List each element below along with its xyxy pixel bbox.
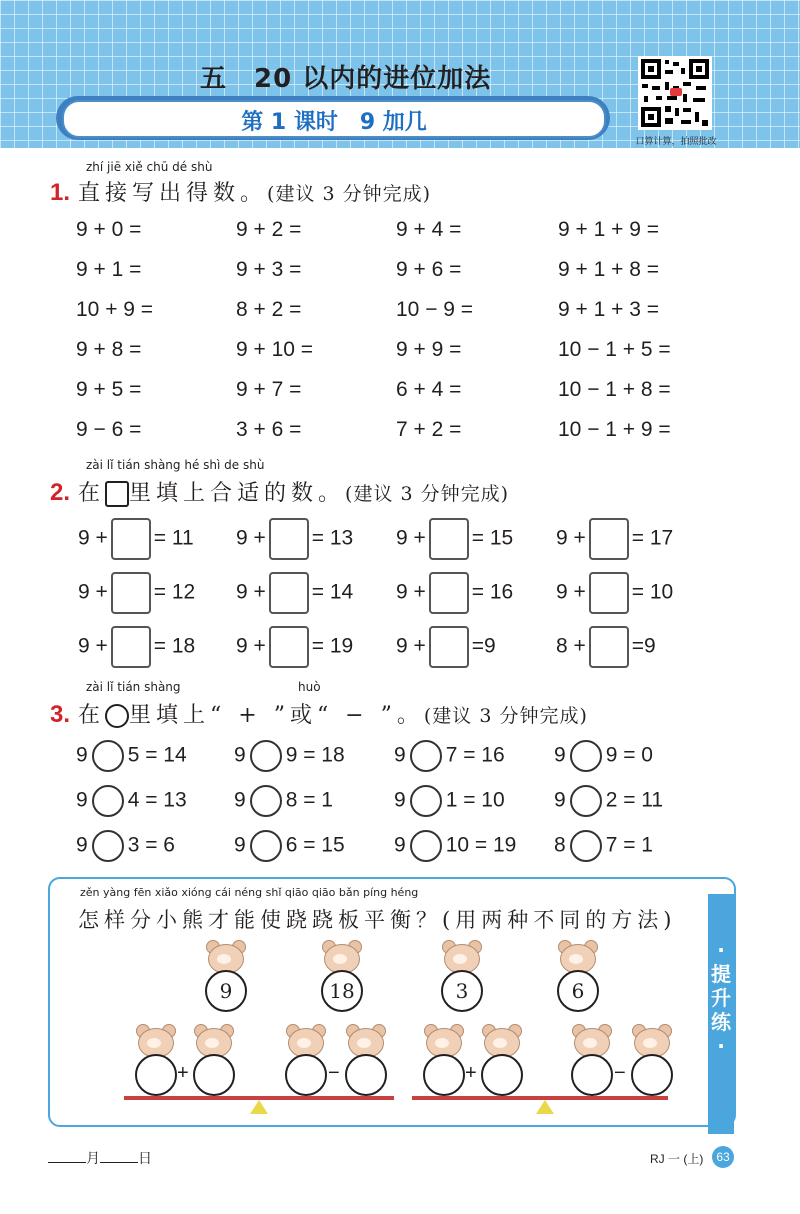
q3-item: 9 10 = 19 bbox=[394, 830, 516, 862]
answer-box[interactable] bbox=[111, 518, 151, 560]
q1-item[interactable]: 9 + 1 = bbox=[76, 258, 142, 281]
q1-item[interactable]: 9 + 5 = bbox=[76, 378, 142, 401]
q3-text-b: 里填上“ + ”或“ − ”。 bbox=[129, 703, 424, 728]
bear-icon bbox=[194, 1024, 232, 1056]
answer-circle[interactable] bbox=[570, 830, 602, 862]
qr-code-icon bbox=[638, 56, 712, 130]
month-label: 月 bbox=[86, 1151, 100, 1167]
q1-item[interactable]: 10 − 1 + 5 = bbox=[558, 338, 671, 361]
q3-text-a: 在 bbox=[78, 703, 106, 728]
lesson-title: 第 1 课时 9 加几 bbox=[241, 110, 427, 135]
side-tab-label: ·提升练· bbox=[708, 894, 734, 1134]
q2-item: 9 + = 13 bbox=[236, 518, 353, 560]
q3-item: 9 5 = 14 bbox=[76, 740, 187, 772]
date-field[interactable] bbox=[48, 1148, 152, 1168]
q1-item[interactable]: 9 + 1 + 9 = bbox=[558, 218, 660, 241]
q3-item: 9 3 = 6 bbox=[76, 830, 175, 862]
q1-text: 直接写出得数。 bbox=[78, 181, 268, 206]
page-number: 63 bbox=[712, 1146, 734, 1168]
qr-code[interactable] bbox=[638, 56, 712, 130]
answer-circle[interactable] bbox=[250, 740, 282, 772]
q3-number: 3. bbox=[50, 701, 71, 728]
answer-circle[interactable] bbox=[193, 1054, 235, 1096]
q1-item[interactable]: 9 + 7 = bbox=[236, 378, 302, 401]
bear-icon bbox=[322, 940, 360, 972]
day-label: 日 bbox=[138, 1151, 152, 1167]
q1-item[interactable]: 9 + 0 = bbox=[76, 218, 142, 241]
q1-item[interactable]: 10 − 9 = bbox=[396, 298, 474, 321]
challenge-pinyin: zěn yàng fēn xiǎo xióng cái néng shǐ qiāo qiāo bǎn píng héng bbox=[80, 886, 419, 899]
answer-circle[interactable] bbox=[345, 1054, 387, 1096]
answer-circle[interactable] bbox=[250, 830, 282, 862]
q2-item: 9 + =9 bbox=[396, 626, 496, 668]
month-blank[interactable] bbox=[48, 1148, 86, 1163]
q3-item: 9 6 = 15 bbox=[234, 830, 345, 862]
q1-item[interactable]: 9 + 1 + 3 = bbox=[558, 298, 660, 321]
q2-number: 2. bbox=[50, 479, 71, 506]
q1-item[interactable]: 3 + 6 = bbox=[236, 418, 302, 441]
answer-box[interactable] bbox=[111, 572, 151, 614]
bear-number: 6 bbox=[557, 970, 599, 1012]
header-banner bbox=[0, 0, 800, 148]
q1-tip: (建议 3 分钟完成) bbox=[267, 183, 432, 205]
q1-item[interactable]: 9 + 3 = bbox=[236, 258, 302, 281]
q2-item: 9 + = 16 bbox=[396, 572, 513, 614]
qr-caption: 口算计算，拍照批改 bbox=[635, 137, 717, 147]
lesson-banner bbox=[62, 100, 606, 138]
q3-item: 9 2 = 11 bbox=[554, 785, 663, 817]
q1-item[interactable]: 8 + 2 = bbox=[236, 298, 302, 321]
answer-circle[interactable] bbox=[570, 740, 602, 772]
answer-circle[interactable] bbox=[481, 1054, 523, 1096]
bear-icon bbox=[482, 1024, 520, 1056]
q1-item[interactable]: 7 + 2 = bbox=[396, 418, 462, 441]
q2-item: 9 + = 11 bbox=[78, 518, 194, 560]
q3-item: 9 4 = 13 bbox=[76, 785, 187, 817]
bear-icon bbox=[632, 1024, 670, 1056]
answer-box[interactable] bbox=[429, 518, 469, 560]
operator: + bbox=[465, 1062, 477, 1084]
answer-circle[interactable] bbox=[423, 1054, 465, 1096]
answer-circle[interactable] bbox=[285, 1054, 327, 1096]
circle-symbol bbox=[105, 704, 129, 728]
q1-item[interactable]: 9 − 6 = bbox=[76, 418, 142, 441]
bear-icon bbox=[206, 940, 244, 972]
answer-circle[interactable] bbox=[631, 1054, 673, 1096]
q1-item[interactable]: 10 − 1 + 9 = bbox=[558, 418, 671, 441]
answer-circle[interactable] bbox=[571, 1054, 613, 1096]
bear-icon bbox=[136, 1024, 174, 1056]
q1-item[interactable]: 10 + 9 = bbox=[76, 298, 154, 321]
answer-circle[interactable] bbox=[570, 785, 602, 817]
q3-pinyin-a: zài lǐ tián shàng bbox=[86, 680, 181, 694]
q2-item: 8 + =9 bbox=[556, 626, 656, 668]
answer-circle[interactable] bbox=[250, 785, 282, 817]
q2-item: 9 + = 18 bbox=[78, 626, 195, 668]
answer-box[interactable] bbox=[589, 626, 629, 668]
answer-box[interactable] bbox=[589, 572, 629, 614]
q3-heading bbox=[50, 698, 588, 729]
q1-item[interactable]: 9 + 8 = bbox=[76, 338, 142, 361]
q1-number: 1. bbox=[50, 179, 71, 206]
answer-circle[interactable] bbox=[410, 830, 442, 862]
bear-icon bbox=[424, 1024, 462, 1056]
challenge-question: 怎样分小熊才能使跷跷板平衡？(用两种不同的方法) bbox=[78, 908, 677, 932]
answer-box[interactable] bbox=[111, 626, 151, 668]
q3-item: 9 8 = 1 bbox=[234, 785, 333, 817]
q1-item[interactable]: 6 + 4 = bbox=[396, 378, 462, 401]
operator: − bbox=[614, 1062, 626, 1084]
q2-item: 9 + = 19 bbox=[236, 626, 353, 668]
bear-icon bbox=[572, 1024, 610, 1056]
bear-number: 9 bbox=[205, 970, 247, 1012]
answer-circle[interactable] bbox=[135, 1054, 177, 1096]
q3-item: 8 7 = 1 bbox=[554, 830, 653, 862]
q1-item[interactable]: 9 + 4 = bbox=[396, 218, 462, 241]
answer-box[interactable] bbox=[269, 572, 309, 614]
unit-title: 五 20 以内的进位加法 bbox=[200, 64, 492, 94]
fulcrum-icon bbox=[250, 1100, 268, 1114]
q3-tip: (建议 3 分钟完成) bbox=[423, 705, 588, 727]
bear-number: 18 bbox=[321, 970, 363, 1012]
answer-box[interactable] bbox=[429, 626, 469, 668]
q3-item: 9 7 = 16 bbox=[394, 740, 505, 772]
bear-number: 3 bbox=[441, 970, 483, 1012]
answer-box[interactable] bbox=[269, 626, 309, 668]
answer-circle[interactable] bbox=[410, 785, 442, 817]
answer-box[interactable] bbox=[429, 572, 469, 614]
q2-item: 9 + = 15 bbox=[396, 518, 513, 560]
answer-box[interactable] bbox=[269, 518, 309, 560]
answer-box[interactable] bbox=[589, 518, 629, 560]
q2-text-b: 里填上合适的数。 bbox=[129, 481, 346, 506]
q2-item: 9 + = 10 bbox=[556, 572, 673, 614]
answer-circle[interactable] bbox=[92, 740, 124, 772]
q2-heading bbox=[50, 476, 509, 507]
day-blank[interactable] bbox=[100, 1148, 138, 1163]
operator: − bbox=[328, 1062, 340, 1084]
q3-item: 9 9 = 18 bbox=[234, 740, 345, 772]
bear-icon bbox=[346, 1024, 384, 1056]
q2-item: 9 + = 14 bbox=[236, 572, 353, 614]
answer-circle[interactable] bbox=[92, 785, 124, 817]
q1-item[interactable]: 9 + 9 = bbox=[396, 338, 462, 361]
q1-pinyin: zhí jiē xiě chū dé shù bbox=[86, 160, 213, 174]
q2-text-a: 在 bbox=[78, 481, 106, 506]
bear-icon bbox=[286, 1024, 324, 1056]
bear-icon bbox=[558, 940, 596, 972]
answer-circle[interactable] bbox=[92, 830, 124, 862]
q3-pinyin-b: huò bbox=[298, 680, 321, 694]
q2-item: 9 + = 12 bbox=[78, 572, 195, 614]
q1-item[interactable]: 9 + 2 = bbox=[236, 218, 302, 241]
fulcrum-icon bbox=[536, 1100, 554, 1114]
bear-icon bbox=[442, 940, 480, 972]
q2-item: 9 + = 17 bbox=[556, 518, 673, 560]
operator: + bbox=[177, 1062, 189, 1084]
q3-item: 9 1 = 10 bbox=[394, 785, 505, 817]
q1-item[interactable]: 9 + 10 = bbox=[236, 338, 314, 361]
q1-item[interactable]: 9 + 1 + 8 = bbox=[558, 258, 660, 281]
q2-tip: (建议 3 分钟完成) bbox=[345, 483, 510, 505]
q1-item[interactable]: 10 − 1 + 8 = bbox=[558, 378, 671, 401]
q2-pinyin: zài lǐ tián shàng hé shì de shù bbox=[86, 458, 265, 472]
q1-item[interactable]: 9 + 6 = bbox=[396, 258, 462, 281]
answer-circle[interactable] bbox=[410, 740, 442, 772]
book-code: RJ 一 (上) bbox=[650, 1152, 704, 1166]
q1-heading bbox=[50, 176, 431, 207]
q3-item: 9 9 = 0 bbox=[554, 740, 653, 772]
box-symbol bbox=[105, 481, 129, 507]
